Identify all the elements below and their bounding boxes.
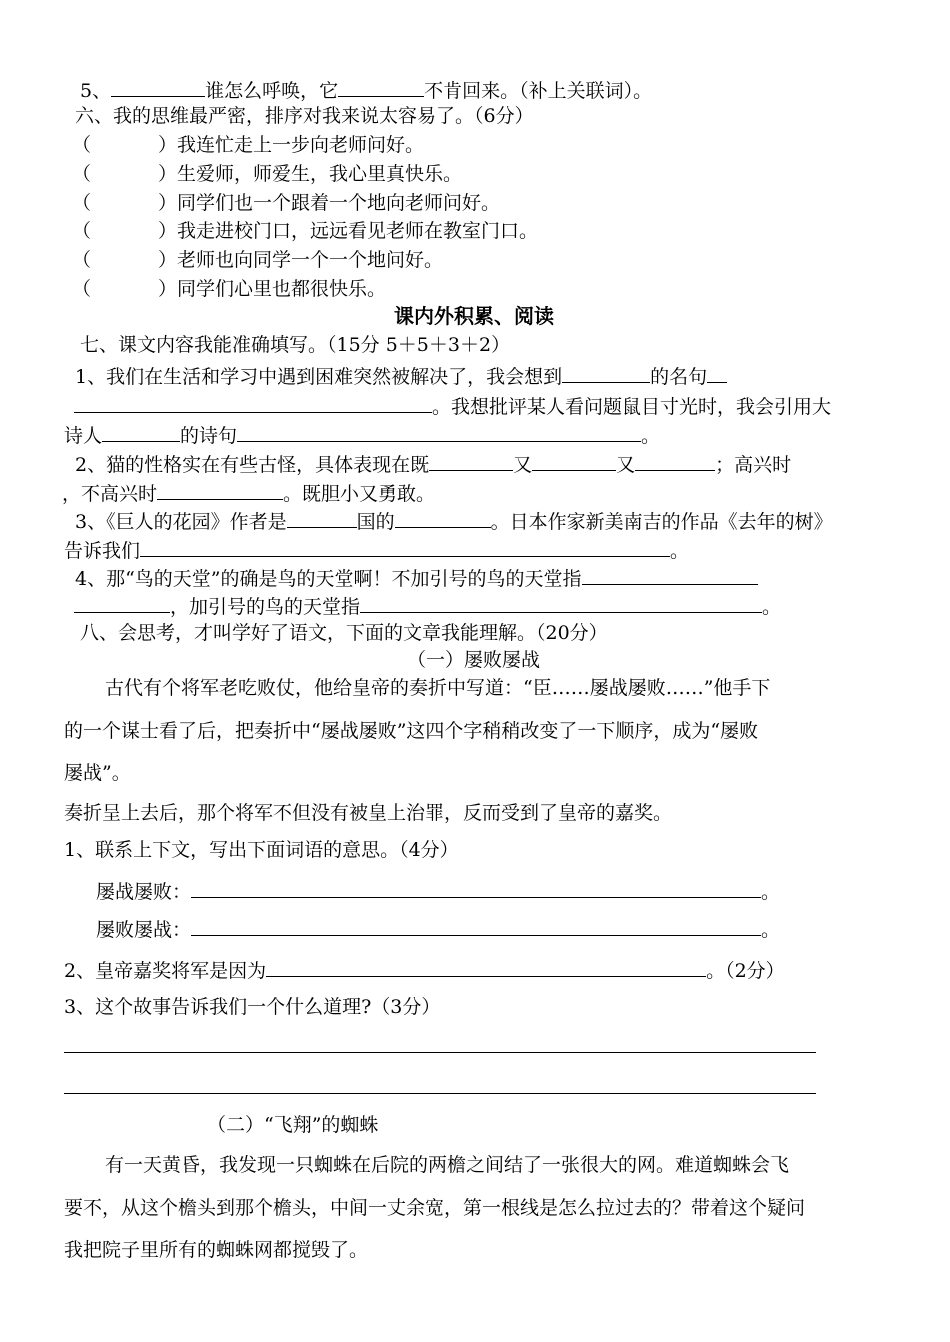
order-box[interactable]: （ [72, 192, 92, 214]
order-box[interactable]: （ [72, 278, 92, 300]
q1-blank-author[interactable] [562, 362, 650, 383]
sec7-q1-line3: 诗人 的诗句 。 [64, 421, 660, 448]
sec8-q3: 3、这个故事告诉我们一个什么道理?（3分） [64, 996, 441, 1018]
q3-blank-author[interactable] [395, 507, 491, 528]
q1-blank-poet[interactable] [102, 421, 180, 442]
q4-blank-1[interactable] [582, 564, 758, 585]
sec7-q1-line1: 1、我们在生活和学习中遇到困难突然被解决了，我会想到 的名句 [75, 362, 727, 389]
sec8-q1-word1: 屡战屡败： 。 [96, 877, 780, 904]
sec7-q2-line1: 2、猫的性格实在有些古怪，具体表现在既 又 又 ；高兴时 [75, 450, 791, 477]
q5-blank-1[interactable] [111, 76, 205, 97]
order-item: （ ）同学们心里也都很快乐。 [72, 278, 387, 300]
sec7-q4-line2: ，加引号的鸟的天堂指 。 [74, 592, 781, 619]
sec7-q3-line1: 3、《巨人的花园》作者是 国的 。日本作家新美南吉的作品《去年的树》 [75, 507, 833, 534]
q4-blank-3[interactable] [360, 592, 762, 613]
q4-blank-2[interactable] [74, 592, 170, 613]
order-box[interactable]: （ [72, 163, 92, 185]
story1-title: （一）屡败屡战 [407, 649, 541, 671]
order-item: （ ）生爱师，师爱生，我心里真快乐。 [72, 163, 463, 185]
q2-blank-4[interactable] [157, 479, 283, 500]
q1-word2-answer[interactable] [191, 915, 761, 936]
sec7-q4-line1: 4、那“鸟的天堂”的确是鸟的天堂啊！不加引号的鸟的天堂指 [75, 564, 758, 591]
q2-blank-3[interactable] [635, 450, 715, 471]
q5-line: 5、 谁怎么呼唤，它 不肯回来。（补上关联词）。 [80, 76, 652, 103]
story2-title: （二）“飞翔”的蜘蛛 [207, 1114, 379, 1136]
story1-para1-line2: 的一个谋士看了后，把奏折中“屡战屡败”这四个字稍稍改变了一下顺序，成为“屡败 [64, 720, 759, 742]
sec7-q3-line2: 告诉我们 。 [64, 536, 689, 563]
order-item: （ ）我连忙走上一步向老师问好。 [72, 134, 425, 156]
story1-para1-line1: 古代有个将军老吃败仗，他给皇帝的奏折中写道：“臣……屡战屡败……”他手下 [105, 677, 771, 699]
order-item: （ ）老师也向同学一个一个地问好。 [72, 249, 444, 271]
order-item: （ ）同学们也一个跟着一个地向老师问好。 [72, 192, 501, 214]
q5-blank-2[interactable] [338, 76, 424, 97]
story2-para1-line3: 我把院子里所有的蜘蛛网都搅毁了。 [64, 1239, 369, 1261]
sec8-q1: 1、联系上下文，写出下面词语的意思。（4分） [64, 839, 459, 861]
order-box[interactable]: （ [72, 249, 92, 271]
q2-answer[interactable] [266, 956, 706, 977]
sec8-q1-word2: 屡败屡战： 。 [96, 915, 780, 942]
q2-blank-1[interactable] [429, 450, 513, 471]
q1-blank-tail[interactable] [707, 362, 727, 383]
order-box[interactable]: （ [72, 134, 92, 156]
story1-para2: 奏折呈上去后，那个将军不但没有被皇上治罪，反而受到了皇帝的嘉奖。 [64, 802, 673, 824]
order-item: （ ）我走进校门口，远远看见老师在教室门口。 [72, 220, 539, 242]
q1-blank-quote[interactable] [74, 392, 432, 413]
q2-blank-2[interactable] [532, 450, 616, 471]
sec6-title: 六、我的思维最严密，排序对我来说太容易了。（6分） [75, 105, 534, 127]
order-box[interactable]: （ [72, 220, 92, 242]
q3-answer-line-2[interactable] [64, 1093, 816, 1094]
q3-answer-line-1[interactable] [64, 1052, 816, 1053]
story2-para1-line1: 有一天黄昏，我发现一只蜘蛛在后院的两檐之间结了一张很大的网。难道蜘蛛会飞 [105, 1154, 790, 1176]
q3-blank-country[interactable] [287, 507, 357, 528]
sec7-q2-line2: ，不高兴时 。既胆小又勇敢。 [62, 479, 435, 506]
story2-para1-line2: 要不，从这个檐头到那个檐头，中间一丈余宽，第一根线是怎么拉过去的？带着这个疑问 [64, 1197, 806, 1219]
section-heading: 课内外积累、阅读 [394, 304, 554, 328]
q1-word1-answer[interactable] [191, 877, 761, 898]
sec7-title: 七、课文内容我能准确填写。（15分 5＋5＋3＋2） [80, 334, 511, 356]
sec7-q1-line2: 。我想批评某人看问题鼠目寸光时，我会引用大 [74, 392, 831, 419]
sec8-q2: 2、皇帝嘉奖将军是因为 。（2分） [64, 956, 785, 983]
story1-para1-line3: 屡战”。 [64, 762, 131, 784]
q3-blank-meaning[interactable] [140, 536, 670, 557]
sec8-title: 八、会思考，才叫学好了语文，下面的文章我能理解。（20分） [80, 622, 608, 644]
q1-blank-poem[interactable] [237, 421, 641, 442]
